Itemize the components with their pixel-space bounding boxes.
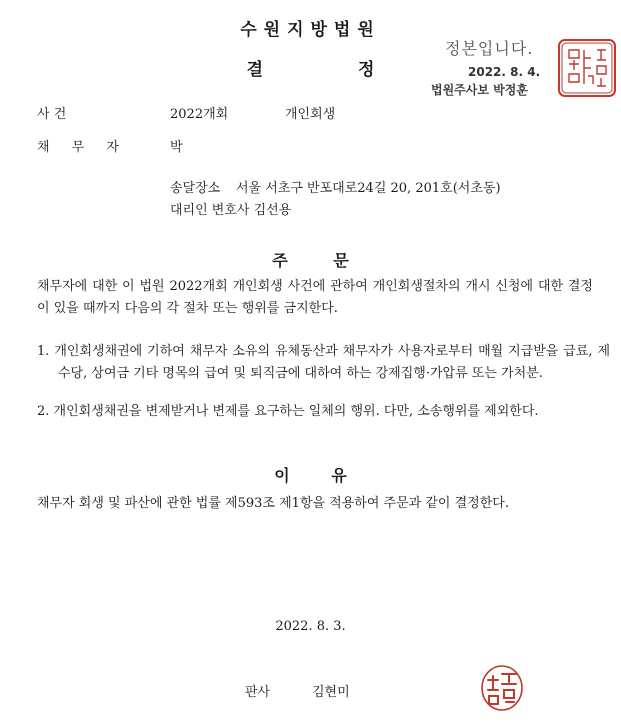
- certification-date: 2022. 8. 4.: [468, 65, 541, 79]
- court-name: 수원지방법원: [240, 20, 381, 40]
- address-label: 송달장소: [170, 181, 221, 196]
- order-intro: 채무자에 대한 이 법원 2022개회 개인회생 사건에 관하여 개인회생절차의 개시 신청에 대한 결정이 있을 때까지 다음의 각 절차 또는 행위를 금지한다.: [37, 279, 593, 316]
- reason-heading: 이 유: [274, 466, 347, 485]
- judge-seal-stamp: [480, 664, 524, 712]
- order-item-2: 2. 개인회생채권을 변제받거나 변제를 요구하는 일체의 행위. 다만, 소송행위를 제외한다.: [37, 404, 539, 419]
- debtor-name: 박: [170, 140, 183, 155]
- debtor-label: 채 무 자: [37, 140, 119, 155]
- order-heading: 주 문: [272, 251, 349, 270]
- court-seal-stamp: [557, 38, 617, 98]
- order-item-1: 1. 개인회생채권에 기하여 채무자 소유의 유체동산과 채무자가 사용자로부터 매월 지급받을 급료, 제수당, 상여금 기타 명목의 급여 및 퇴직금에 대하여 하는 강제집행·가압류 또는 가처분.: [37, 344, 610, 381]
- agent: 대리인 변호사 김선용: [170, 203, 292, 218]
- case-label: 사 건: [37, 107, 67, 122]
- address: 서울 서초구 반포대로24길 20, 201호(서초동): [236, 181, 501, 196]
- certification-officer: 법원주사보 박정훈: [431, 83, 528, 97]
- judge-name: 김현미: [312, 685, 350, 700]
- case-number: 2022개회: [170, 107, 229, 122]
- certification-text: 정본입니다.: [445, 39, 534, 58]
- case-name: 개인회생: [285, 107, 336, 122]
- title-char-left: 결: [246, 60, 263, 80]
- judge-label: 판사: [245, 685, 271, 700]
- title-char-right: 정: [358, 60, 375, 80]
- reason-text: 채무자 회생 및 파산에 관한 법률 제593조 제1항을 적용하여 주문과 같이 결정한다.: [37, 496, 509, 511]
- decision-date: 2022. 8. 3.: [275, 619, 346, 634]
